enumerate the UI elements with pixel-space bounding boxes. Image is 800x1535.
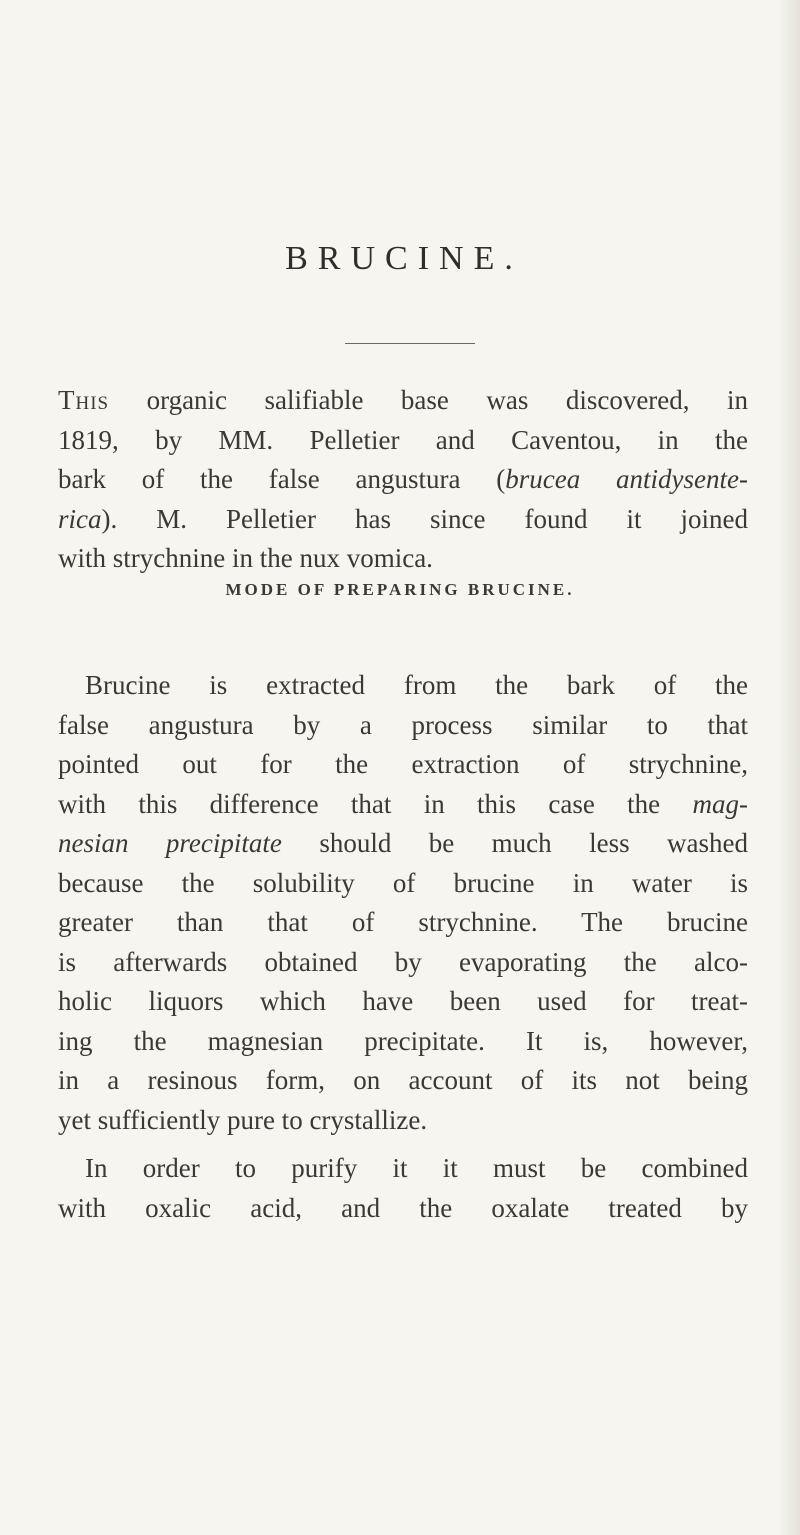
paragraph-line: [58, 460, 748, 500]
line-text: should be much less washed: [281, 828, 748, 858]
page-edge-shadow: [778, 0, 800, 1535]
paragraph-line: 1819, by MM. Pelletier and Caventou, in the: [58, 424, 748, 455]
chapter-title: BRUCINE.: [285, 240, 523, 277]
paragraph-line: [58, 500, 748, 540]
paragraph-line: pointed out for the extraction of strychnine,: [58, 749, 748, 779]
paragraph-line: [58, 785, 748, 825]
line-text: ). M. Pelletier has since found it joined: [101, 503, 748, 534]
purification-paragraph: [58, 1149, 748, 1228]
paragraph-line: Brucine is extracted from the bark of the: [85, 670, 748, 700]
paragraph-line: In order to purify it it must be combined: [85, 1153, 748, 1183]
paragraph-line: [58, 381, 748, 421]
italic-term: nesian precipitate: [58, 828, 282, 858]
italic-term: mag-: [692, 788, 748, 819]
paragraph-line: because the solubility of brucine in water is: [58, 867, 748, 898]
latin-name: brucea antidysente-: [505, 464, 748, 494]
paragraph-line: is afterwards obtained by evaporating the alco-: [58, 946, 748, 977]
line-text: with this difference that in this case the: [58, 788, 693, 819]
title-rule: [345, 343, 475, 344]
paragraph-line: greater than that of strychnine. The brucine: [58, 907, 748, 937]
paragraph-line: false angustura by a process similar to that: [58, 709, 748, 740]
intro-paragraph: [58, 381, 748, 579]
line-text: organic salifiable base was discovered, in: [109, 385, 748, 415]
section-subheading: MODE OF PREPARING BRUCINE.: [225, 580, 575, 599]
paragraph-line: holic liquors which have been used for treat-: [58, 986, 748, 1016]
paragraph-line: in a resinous form, on account of its not being: [58, 1065, 748, 1095]
paragraph-line: ing the magnesian precipitate. It is, however,: [58, 1025, 748, 1056]
latin-name: rica: [58, 503, 102, 534]
paragraph-line: [58, 824, 748, 864]
preparation-paragraph: [58, 666, 748, 1140]
paragraph-line: with oxalic acid, and the oxalate treated by: [58, 1192, 748, 1223]
paragraph-line: with strychnine in the nux vomica.: [58, 543, 433, 573]
drop-word: This: [58, 385, 110, 415]
line-text: bark of the false angustura (: [58, 464, 506, 494]
paragraph-line: yet sufficiently pure to crystallize.: [58, 1104, 428, 1135]
